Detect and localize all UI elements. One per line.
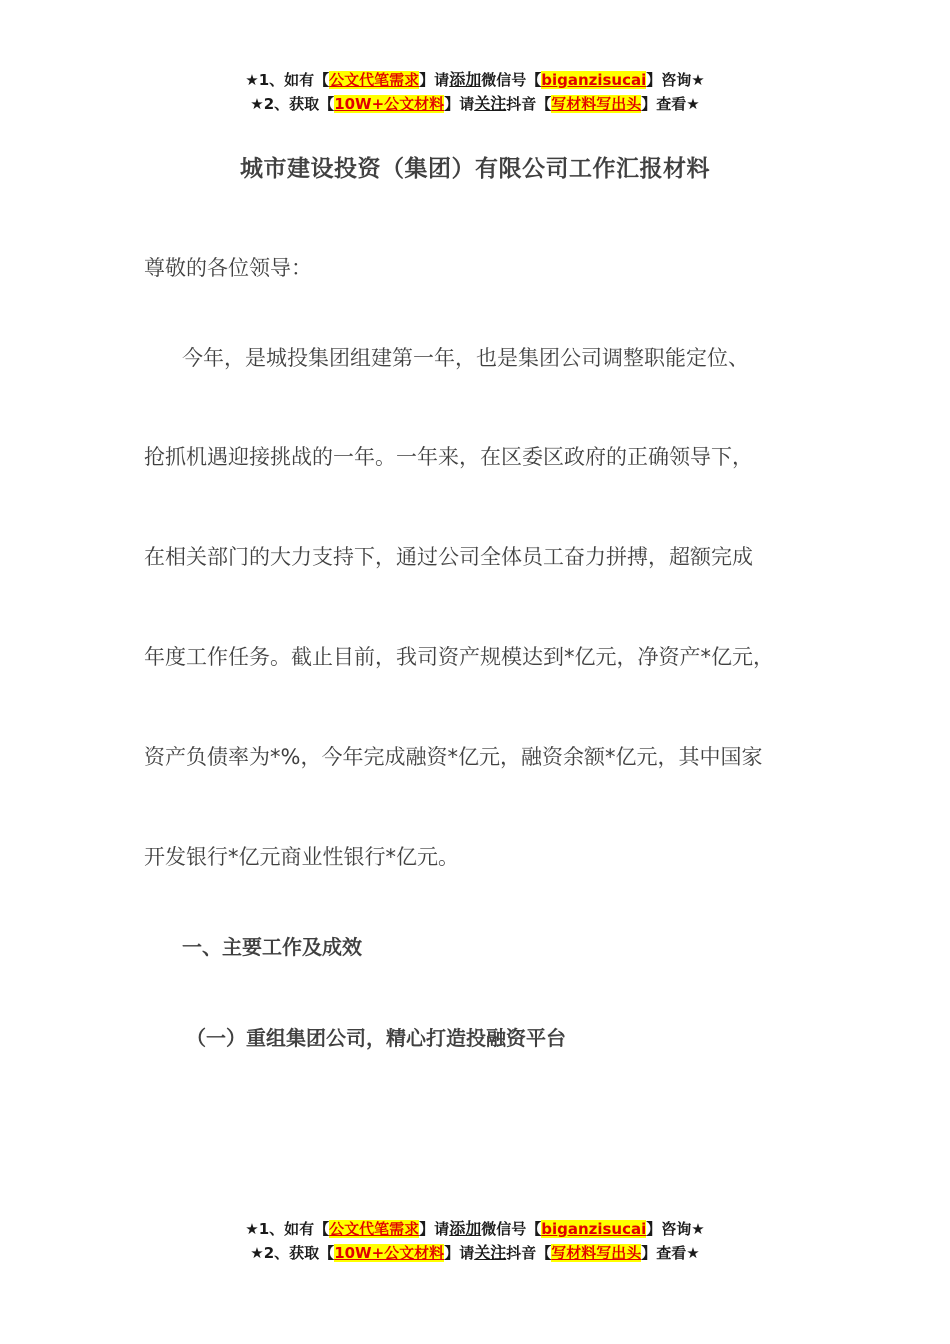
wechat-id: biganzisucai [541, 1220, 647, 1238]
paragraph-line: 资产负债率为*%，今年完成融资*亿元，融资余额*亿元，其中国家 [144, 745, 763, 769]
douyin-id: 写材料写出头 [551, 95, 642, 113]
promo-highlight: 公文代笔需求 [329, 1220, 420, 1238]
promo-line-2: ★2、获取【10W+公文材料】请关注抖音【写材料写出头】查看★ [250, 94, 700, 113]
paragraph-line: 抢抓机遇迎接挑战的一年。一年来，在区委区政府的正确领导下， [144, 445, 753, 469]
promo-line-1: ★1、如有【公文代笔需求】请添加微信号【biganzisucai】咨询★ [245, 70, 705, 89]
paragraph-line: 年度工作任务。截止目前，我司资产规模达到*亿元，净资产*亿元， [144, 645, 774, 669]
paragraph-line: 在相关部门的大力支持下，通过公司全体员工奋力拼搏，超额完成 [144, 545, 753, 569]
douyin-id: 写材料写出头 [551, 1244, 642, 1262]
promo-line-2: ★2、获取【10W+公文材料】请关注抖音【写材料写出头】查看★ [250, 1243, 700, 1262]
promo-highlight: 10W+公文材料 [334, 1244, 445, 1262]
wechat-id: biganzisucai [541, 71, 647, 89]
document-title: 城市建设投资（集团）有限公司工作汇报材料 [240, 156, 710, 182]
paragraph-line: 今年，是城投集团组建第一年，也是集团公司调整职能定位、 [182, 346, 749, 370]
promo-highlight: 公文代笔需求 [329, 71, 420, 89]
subsection-heading: （一）重组集团公司，精心打造投融资平台 [186, 1026, 566, 1050]
promo-line-1: ★1、如有【公文代笔需求】请添加微信号【biganzisucai】咨询★ [245, 1219, 705, 1238]
promo-highlight: 10W+公文材料 [334, 95, 445, 113]
paragraph-line: 开发银行*亿元商业性银行*亿元。 [144, 845, 459, 869]
section-heading: 一、主要工作及成效 [182, 935, 362, 959]
bottom-promo-banner [0, 1217, 950, 1265]
top-promo-banner [0, 68, 950, 116]
salutation: 尊敬的各位领导： [144, 256, 312, 280]
